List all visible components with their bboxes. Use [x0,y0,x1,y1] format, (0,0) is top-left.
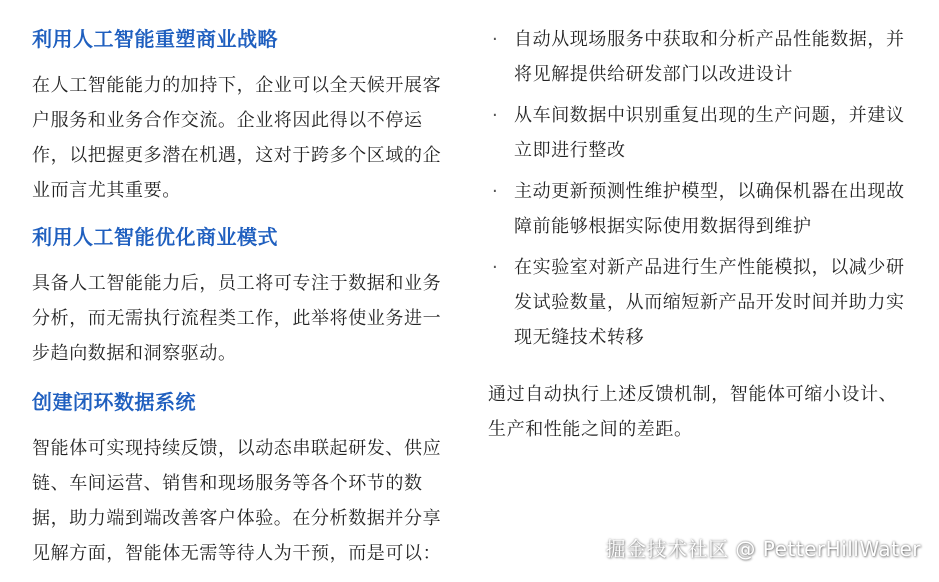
section-heading-optimize-model: 利用人工智能优化商业模式 [32,225,278,249]
bullet-text: 自动从现场服务中获取和分析产品性能数据，并将见解提供给研发部门以改进设计 [514,29,905,85]
section-heading-reshape-strategy: 利用人工智能重塑商业战略 [32,27,278,51]
section-body-closed-loop: 智能体可实现持续反馈，以动态串联起研发、供应链、车间运营、销售和现场服务等各个环节的数据，助力端到端改善客户体验。在分析数据并分享见解方面，智能体无需等待人为干预，而是可以： [32,438,442,564]
bullet-list [488,22,908,355]
watermark: 掘金技术社区 @ PetterHillWater [605,537,921,561]
bullet-dot-icon: · [492,105,499,126]
list-item [488,250,908,355]
section-heading-closed-loop: 创建闭环数据系统 [32,390,196,414]
summary-paragraph: 通过自动执行上述反馈机制，智能体可缩小设计、生产和性能之间的差距。 [488,384,898,440]
bullet-dot-icon: · [492,181,499,202]
bullet-text: 在实验室对新产品进行生产性能模拟，以减少研发试验数量，从而缩短新产品开发时间并助力实现无缝技术转移 [514,257,905,348]
section-body-optimize-model: 具备人工智能能力后，员工将可专注于数据和业务分析，而无需执行流程类工作，此举将使业务进一步趋向数据和洞察驱动。 [32,273,442,364]
bullet-text: 从车间数据中识别重复出现的生产问题，并建议立即进行整改 [514,105,905,161]
section-body-reshape-strategy: 在人工智能能力的加持下，企业可以全天候开展客户服务和业务合作交流。企业将因此得以不停运作，以把握更多潜在机遇，这对于跨多个区域的企业而言尤其重要。 [32,75,442,201]
right-column [488,22,908,447]
bullet-dot-icon: · [492,29,499,50]
bullet-text: 主动更新预测性维护模型，以确保机器在出现故障前能够根据实际使用数据得到维护 [514,181,905,237]
bullet-dot-icon: · [492,257,499,278]
left-column [32,22,442,571]
list-item [488,174,908,244]
list-item [488,22,908,92]
list-item [488,98,908,168]
